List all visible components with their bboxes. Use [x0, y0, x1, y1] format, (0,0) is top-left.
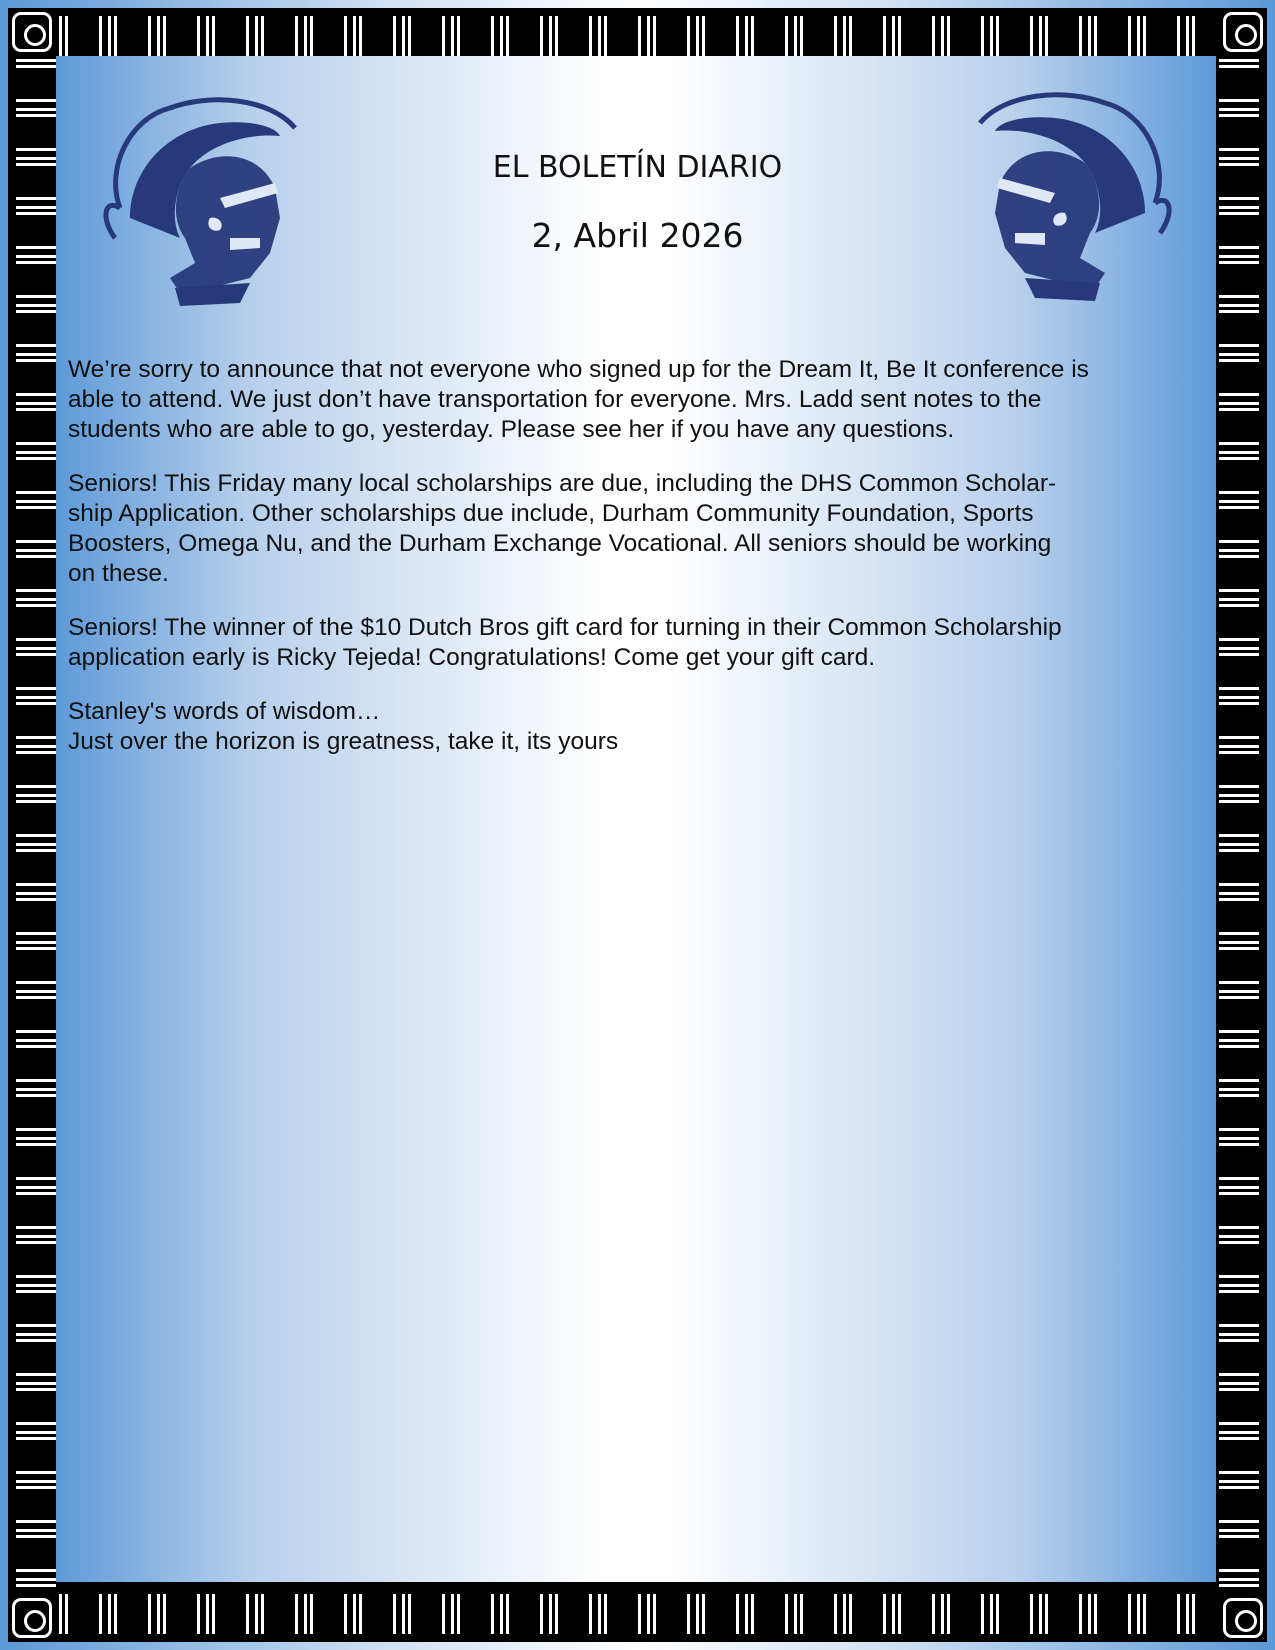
trojan-logo-left-icon	[100, 88, 310, 308]
bulletin-title: EL BOLETÍN DIARIO	[492, 150, 783, 185]
trojan-logo-right-icon	[965, 83, 1175, 303]
corner-ornament-icon	[1223, 1598, 1263, 1638]
announcement-scholarships: Seniors! This Friday many local scholarships are due, including the DHS Common Scholar- ship Application. Other scholarships due include, Durham Community Foundation, Sports Boosters, Omega Nu, and the Durham Exchange Vocational. All seniors should be working on these.	[68, 470, 1057, 587]
border-bottom	[56, 1594, 1219, 1634]
words-of-wisdom: Stanley's words of wisdom… Just over the horizon is greatness, take it, its yours	[68, 698, 619, 755]
announcement-gift-card-winner: Seniors! The winner of the $10 Dutch Bros gift card for turning in their Common Scholarship application early is Ricky Tejeda! Congratulations! Come get your gift card.	[68, 614, 1062, 671]
border-left	[16, 56, 56, 1594]
announcement-conference: We’re sorry to announce that not everyone who signed up for the Dream It, Be It conference is able to attend. We just don’t have transportation for everyone. Mrs. Ladd sent notes to the students who are able to go, yesterday. Please see her if you have any questions.	[68, 356, 1089, 443]
border-top	[56, 16, 1219, 56]
announcements	[68, 355, 1213, 781]
corner-ornament-icon	[12, 1598, 52, 1638]
bulletin-date: 2, Abril 2026	[531, 216, 744, 255]
border-right	[1219, 56, 1259, 1594]
corner-ornament-icon	[12, 12, 52, 52]
corner-ornament-icon	[1223, 12, 1263, 52]
